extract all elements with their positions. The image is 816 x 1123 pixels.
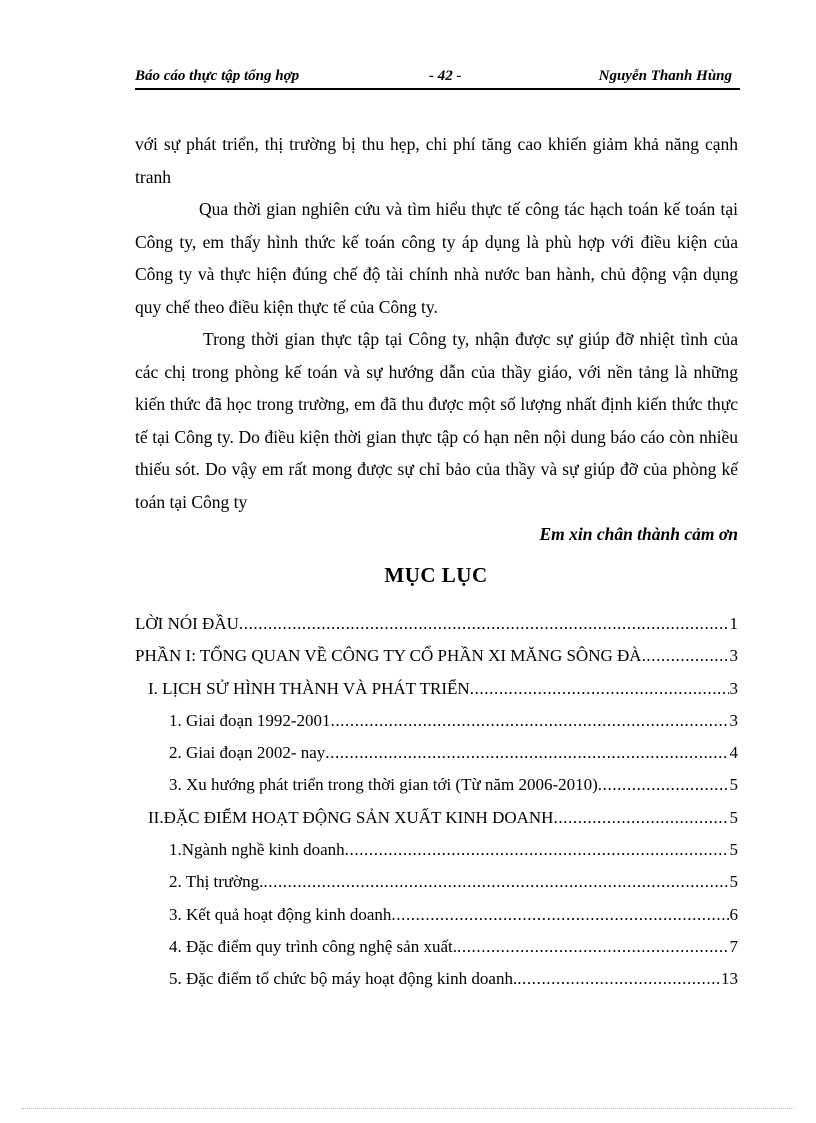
toc-entry — [135, 640, 738, 672]
toc-entry-text: 4. Đặc điểm quy trình công nghệ sản xuất. — [169, 936, 457, 956]
toc-entry-page: 5 — [729, 840, 738, 860]
toc-leader-dots — [598, 769, 729, 801]
toc-entry-page: 4 — [729, 743, 738, 763]
toc-entry-text: 1.Ngành nghề kinh doanh — [169, 840, 345, 860]
toc-entry — [135, 608, 738, 640]
toc-leader-dots — [642, 640, 729, 672]
toc-entry — [135, 802, 738, 834]
toc-entry-text: LỜI NÓI ĐẦU — [135, 614, 239, 633]
body-text — [135, 128, 738, 518]
header-author-name: Nguyễn Thanh Hùng — [598, 68, 732, 84]
toc-entry — [135, 769, 738, 801]
page-header — [135, 66, 740, 90]
toc-entry — [135, 931, 738, 963]
toc-entry-page: 3 — [729, 646, 738, 666]
toc-entry — [135, 737, 738, 769]
toc-entry-page: 5 — [729, 872, 738, 892]
toc-entry-page: 7 — [729, 936, 738, 956]
toc-entry — [135, 834, 738, 866]
toc-entry-page: 3 — [729, 710, 738, 730]
toc-entry — [135, 963, 738, 995]
toc-entry-text: 2. Giai đoạn 2002- nay — [169, 743, 326, 763]
header-report-title: Báo cáo thực tập tổng hợp — [135, 68, 300, 84]
table-of-contents — [135, 608, 738, 996]
paragraph-3: Trong thời gian thực tập tại Công ty, nhận được sự giúp đỡ nhiệt tình của các chị trong phòng kế toán và sự hướng dẫn của thầy giáo, với nền tảng là những kiến thức đã học trong trường, em đã thu được một số lượng nhất định kiến thức thực tế tại Công ty. Do điều kiện thời gian thực tập có hạn nên nội dung báo cáo còn nhiều thiếu sót. Do vậy em rất mong được sự chỉ bảo của thầy và sự giúp đỡ của phòng kế toán tại Công ty — [135, 329, 738, 512]
toc-leader-dots — [239, 608, 729, 640]
toc-entry-text: 3. Kết quả hoạt động kinh doanh — [169, 904, 392, 924]
toc-leader-dots — [325, 737, 728, 769]
toc-leader-dots — [457, 931, 729, 963]
toc-entry-text: II.ĐẶC ĐIỂM HOẠT ĐỘNG SẢN XUẤT KINH DOANH — [148, 807, 554, 827]
toc-entry-page: 3 — [729, 678, 738, 698]
toc-entry-page: 5 — [729, 807, 738, 827]
toc-entry-text: 2. Thị trường. — [169, 872, 264, 892]
toc-title: MỤC LỤC — [384, 563, 488, 587]
toc-leader-dots — [470, 673, 729, 705]
toc-entry-text: PHẦN I: TỔNG QUAN VỀ CÔNG TY CỔ PHẦN XI MĂNG SÔNG ĐÀ — [135, 646, 642, 666]
toc-entry — [135, 866, 738, 898]
paragraph-1: với sự phát triển, thị trường bị thu hẹp, chi phí tăng cao khiến giảm khả năng cạnh tranh — [135, 134, 738, 187]
toc-entry-page: 13 — [721, 969, 738, 989]
toc-entry-text: 5. Đặc điểm tổ chức bộ máy hoạt động kinh doanh. — [169, 969, 518, 989]
toc-entry — [135, 899, 738, 931]
toc-leader-dots — [263, 866, 728, 898]
toc-entry-text: I. LỊCH SỬ HÌNH THÀNH VÀ PHÁT TRIỂN — [148, 678, 470, 698]
toc-entry-page: 5 — [729, 775, 738, 795]
toc-leader-dots — [345, 834, 729, 866]
toc-entry-page: 6 — [729, 904, 738, 924]
toc-entry — [135, 673, 738, 705]
toc-entry — [135, 705, 738, 737]
paragraph-2: Qua thời gian nghiên cứu và tìm hiểu thực tế công tác hạch toán kế toán tại Công ty, em thấy hình thức kế toán công ty áp dụng là phù hợp với điều kiện của Công ty và thực hiện đúng chế độ tài chính nhà nước ban hành, chủ động vận dụng quy chế theo điều kiện thực tế của Công ty. — [135, 199, 738, 317]
toc-leader-dots — [553, 802, 728, 834]
toc-entry-text: 1. Giai đoạn 1992-2001 — [169, 710, 331, 730]
header-page-number: - 42 - — [429, 68, 462, 84]
closing-thanks: Em xin chân thành cảm ơn — [539, 524, 738, 544]
toc-leader-dots — [330, 705, 728, 737]
toc-entry-text: 3. Xu hướng phát triển trong thời gian tới (Từ năm 2006-2010) — [169, 775, 598, 795]
page-bottom-divider — [22, 1108, 794, 1109]
toc-leader-dots — [391, 899, 728, 931]
toc-leader-dots — [517, 963, 720, 995]
toc-entry-page: 1 — [729, 614, 738, 633]
